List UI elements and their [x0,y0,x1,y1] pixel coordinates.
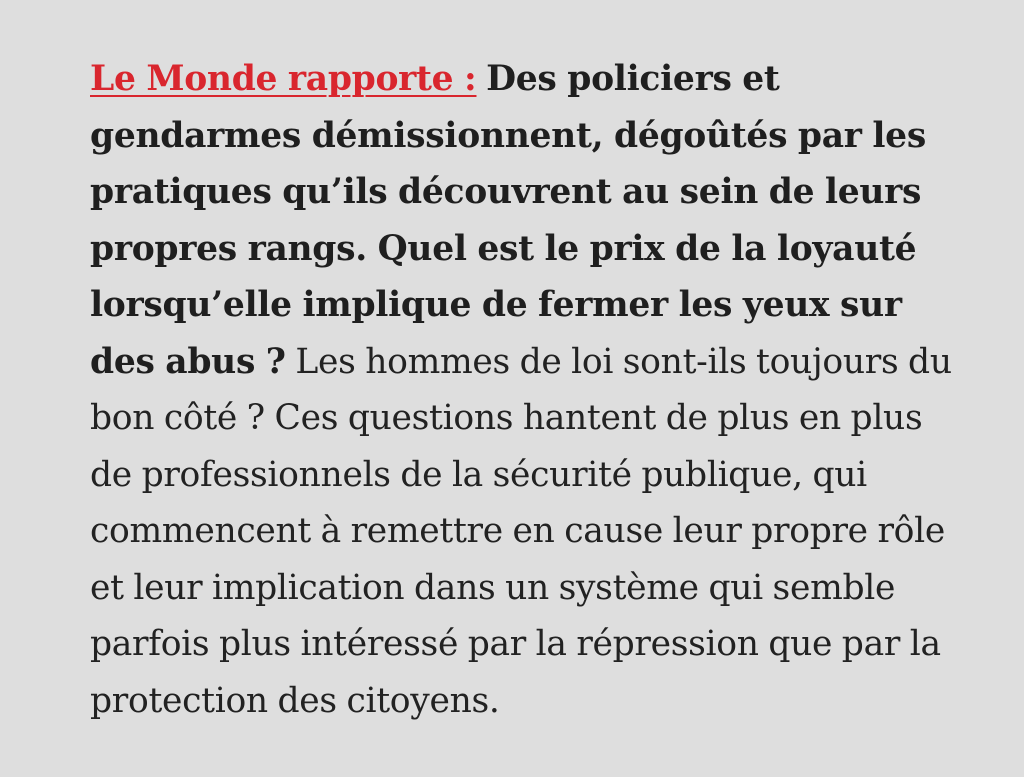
body-text: Les hommes de loi sont-ils toujours du bon côté ? Ces questions hantent de plus en plus de professionnels de la sécurité publique, qui commencent à remettre en cause leur propre rôle et leur implication dans un système qui semble parfois plus intéressé par la répression que par la protection des citoyens. [90,341,952,721]
source-link[interactable]: Le Monde rapporte : [90,59,477,99]
article-paragraph [90,51,954,729]
lead-text: Des policiers et gendarmes démissionnent, dégoûtés par les pratiques qu’ils découvrent au sein de leurs propres rangs. Quel est le prix de la loyauté lorsqu’elle implique de fermer les yeux sur des abus ? [90,59,926,382]
